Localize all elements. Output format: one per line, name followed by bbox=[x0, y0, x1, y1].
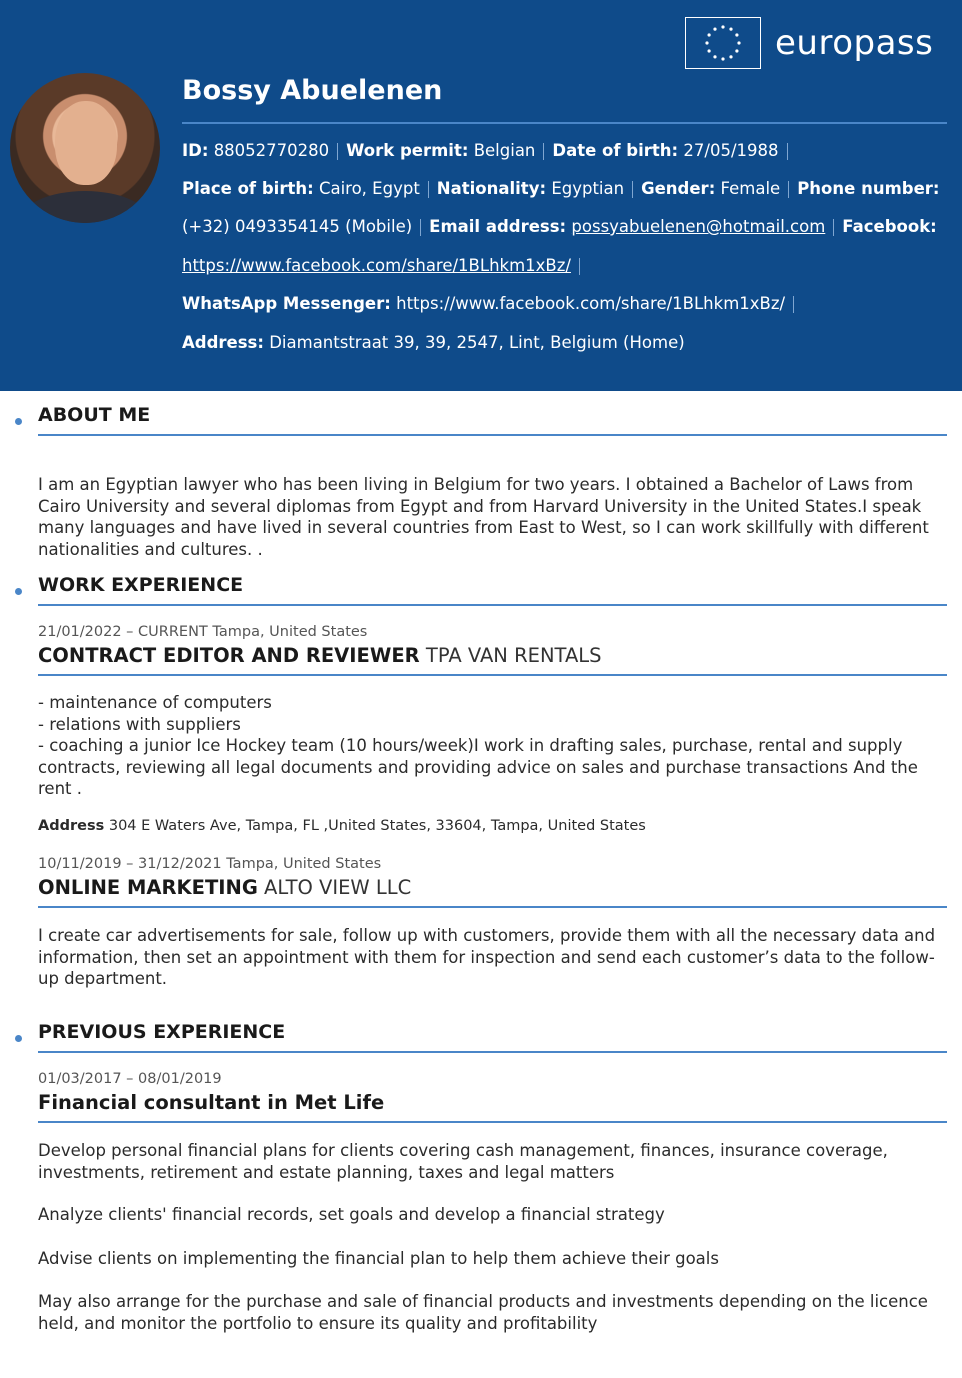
job-2-description: I create car advertisements for sale, follow up with customers, provide them with all the necessary data and information, then set an appointment with them for inspection and send each customer’s data to the follow-up department. bbox=[38, 926, 936, 988]
previous-paragraph: Develop personal financial plans for clients covering cash management, finances, insurance coverage, investments, retirement and estate planning, taxes and legal matters bbox=[38, 1141, 888, 1182]
job-1-address bbox=[38, 818, 646, 834]
job-1-dates: 21/01/2022 – CURRENT Tampa, United States bbox=[38, 624, 368, 640]
pob-label: Place of birth: bbox=[182, 179, 314, 198]
info-line-5 bbox=[182, 294, 952, 313]
nationality-label: Nationality: bbox=[436, 179, 547, 198]
previous-role-divider bbox=[38, 1121, 947, 1123]
job-2-role: ONLINE MARKETING bbox=[38, 876, 258, 899]
info-line-3 bbox=[182, 217, 952, 236]
job-2-title bbox=[38, 876, 411, 899]
job-1-line: - relations with suppliers bbox=[38, 714, 241, 734]
about-divider bbox=[38, 434, 947, 436]
previous-role bbox=[38, 1091, 384, 1114]
job-1-divider bbox=[38, 674, 947, 676]
previous-divider bbox=[38, 1051, 947, 1053]
nationality-value: Egyptian bbox=[551, 179, 625, 198]
email-label: Email address: bbox=[429, 217, 567, 236]
previous-paragraph: Advise clients on implementing the financial plan to help them achieve their goals bbox=[38, 1249, 719, 1268]
job-2-dates: 10/11/2019 – 31/12/2021 Tampa, United States bbox=[38, 856, 382, 872]
previous-paragraph: May also arrange for the purchase and sale of financial products and investments depending on the licence held, and monitor the portfolio to ensure its quality and profitability bbox=[38, 1292, 928, 1333]
job-1-description bbox=[38, 692, 953, 800]
whatsapp-label: WhatsApp Messenger: bbox=[182, 294, 391, 313]
bullet-icon bbox=[15, 1035, 22, 1042]
header-banner bbox=[0, 0, 962, 391]
id-value: 88052770280 bbox=[213, 141, 330, 160]
job-1-line: - maintenance of computers bbox=[38, 693, 272, 712]
work-divider bbox=[38, 604, 947, 606]
pob-value: Cairo, Egypt bbox=[318, 179, 420, 198]
facebook-label: Facebook: bbox=[842, 217, 937, 236]
job-1-title bbox=[38, 644, 602, 667]
info-line-6 bbox=[182, 333, 952, 352]
europass-logo[interactable] bbox=[685, 17, 933, 69]
previous-dates: 01/03/2017 – 08/01/2019 bbox=[38, 1071, 222, 1087]
info-line-2 bbox=[182, 179, 952, 198]
europass-wordmark: europass bbox=[775, 23, 934, 63]
previous-role-text: Financial consultant in Met Life bbox=[38, 1091, 385, 1114]
email-link[interactable]: possyabuelenen@hotmail.com bbox=[571, 217, 826, 236]
phone-label: Phone number: bbox=[797, 179, 940, 198]
work-permit-label: Work permit: bbox=[346, 141, 469, 160]
bullet-icon bbox=[15, 418, 22, 425]
phone-value: (+32) 0493354145 (Mobile) bbox=[182, 217, 413, 236]
previous-title: PREVIOUS EXPERIENCE bbox=[38, 1021, 286, 1043]
job-1-address-value: 304 E Waters Ave, Tampa, FL ,United States, 33604, Tampa, United States bbox=[108, 818, 646, 834]
facebook-link[interactable]: https://www.facebook.com/share/1BLhkm1xBz/ bbox=[182, 256, 571, 275]
person-name: Bossy Abuelenen bbox=[182, 75, 443, 106]
info-line-4 bbox=[182, 256, 952, 275]
previous-paragraph: Analyze clients' financial records, set goals and develop a financial strategy bbox=[38, 1205, 665, 1224]
job-1-address-label: Address bbox=[38, 818, 105, 834]
about-text: I am an Egyptian lawyer who has been living in Belgium for two years. I obtained a Bachelor of Laws from Cairo University and several diplomas from Egypt and from Harvard University in the United States.I speak many languages and have lived in several countries from East to West, so I can work skillfully with different nationalities and cultures. . bbox=[38, 475, 929, 559]
about-title: ABOUT ME bbox=[38, 404, 151, 426]
job-1-line: - coaching a junior Ice Hockey team (10 hours/week)I work in drafting sales, purchase, rental and supply contracts, reviewing all legal documents and providing advice on sales and purchase transactions And the rent . bbox=[38, 736, 918, 798]
work-permit-value: Belgian bbox=[473, 141, 536, 160]
dob-value: 27/05/1988 bbox=[683, 141, 779, 160]
work-title: WORK EXPERIENCE bbox=[38, 574, 244, 596]
whatsapp-value: https://www.facebook.com/share/1BLhkm1xBz/ bbox=[396, 294, 786, 313]
dob-label: Date of birth: bbox=[552, 141, 679, 160]
eu-stars-icon bbox=[685, 17, 761, 69]
job-2-employer: ALTO VIEW LLC bbox=[264, 876, 412, 899]
job-1-employer: TPA VAN RENTALS bbox=[425, 644, 602, 667]
job-2-divider bbox=[38, 906, 947, 908]
info-line-1 bbox=[182, 141, 952, 160]
address-label: Address: bbox=[182, 333, 264, 352]
id-label: ID: bbox=[182, 141, 209, 160]
job-1-role: CONTRACT EDITOR AND REVIEWER bbox=[38, 644, 420, 667]
bullet-icon bbox=[15, 588, 22, 595]
gender-label: Gender: bbox=[641, 179, 716, 198]
avatar bbox=[10, 73, 160, 223]
gender-value: Female bbox=[720, 179, 781, 198]
address-value: Diamantstraat 39, 39, 2547, Lint, Belgium (Home) bbox=[269, 333, 685, 352]
name-divider bbox=[182, 122, 947, 124]
